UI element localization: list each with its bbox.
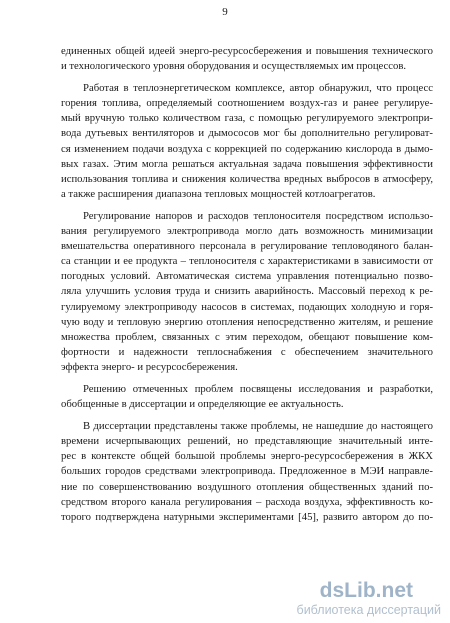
text-line: обобщенные в диссертации и определяющие ее актуальность. [61,398,344,411]
text-line: В диссертации представлены также проблемы, не нашедшие до настоящего [83,420,433,433]
text-line: больших городов средствами электропривода. Предложенное в МЭИ направле- [61,465,433,478]
text-line: са станции и ее продукта – теплоносителя с характеристиками в зависимости от [61,255,433,268]
paragraph [61,81,433,202]
text-line: ние по совершенствованию воздушного отопления общественных зданий по- [61,480,433,493]
page-number: 9 [222,6,228,18]
text-line: средством второго канала регулирования – расхода воздуха, эффективность ко- [61,495,433,508]
text-line: а также расширения диапазона тепловых мощностей котлоагрегатов. [61,187,376,200]
text-line: множества проблем, связанных с этим переходом, обещают повышение ком- [61,330,433,343]
text-line: использования топлива и снижения количества вредных выбросов в атмосферу, [61,172,433,185]
text-line: времени исчерпывающих решений, но представляющие значительный инте- [61,435,433,448]
text-line: вых газах. Этим могла решаться актуальная задача повышения эффективности [61,157,433,170]
text-line: вода дутьевых вентиляторов и дымососов мог бы дополнительно регулироват- [61,127,433,140]
text-line: ся изменением подачи воздуха с коррекцией по содержанию кислорода в дымо- [61,142,433,155]
text-line: горения топлива, определяемый соотношением воздух-газ и ранее регулируе- [61,97,433,110]
text-line: вания регулируемого электропривода могло дать возможность минимизации [61,225,433,238]
text-line: вмешательства оперативного персонала в регулирование тепловодяного балан- [61,240,433,253]
watermark [241,579,441,619]
paragraph [61,209,433,375]
text-line: единенных общей идеей энерго-ресурсосбережения и повышения технического [61,45,433,57]
text-line: Регулирование напоров и расходов теплоносителя посредством использо- [83,209,433,222]
text-line: гулируемому электроприводу насосов в системах, подающих холодную и горя- [61,300,433,313]
text-line: ляла улучшить условия труда и снизить аварийность. Массовый переход к ре- [61,285,433,298]
text-line: торого подтверждена натурными экспериментами [45], развито автором до по- [61,510,433,523]
paragraph [61,382,433,412]
text-line: чую воду и тепловую энергию отопления непосредственно жителям, и решение [61,315,433,328]
text-line: Работая в теплоэнергетическом комплексе, автор обнаружил, что процесс [83,82,433,95]
paragraph [61,44,433,74]
paragraph [61,419,433,525]
watermark-caption: библиотека диссертаций [296,603,441,617]
text-line: погодных условий. Автоматическая система управления потенциально позво- [61,270,433,283]
text-line: рес в контексте общей большой проблемы энерго-ресурсосбережения в ЖКХ [61,450,433,463]
text-line: мый вручную только количеством газа, с помощью регулируемого электропри- [61,112,433,125]
body-text [61,44,433,525]
text-line: и технологического уровня оборудования и осуществляемых им процессов. [61,60,407,73]
text-line: Решению отмеченных проблем посвящены исследования и разработки, [83,382,433,395]
text-line: эффекта энерго- и ресурсосбережения. [61,360,238,373]
watermark-logo: dsLib.net [319,579,413,602]
text-line: фортности и надежности теплоснабжения с обеспечением значительного [61,345,433,358]
